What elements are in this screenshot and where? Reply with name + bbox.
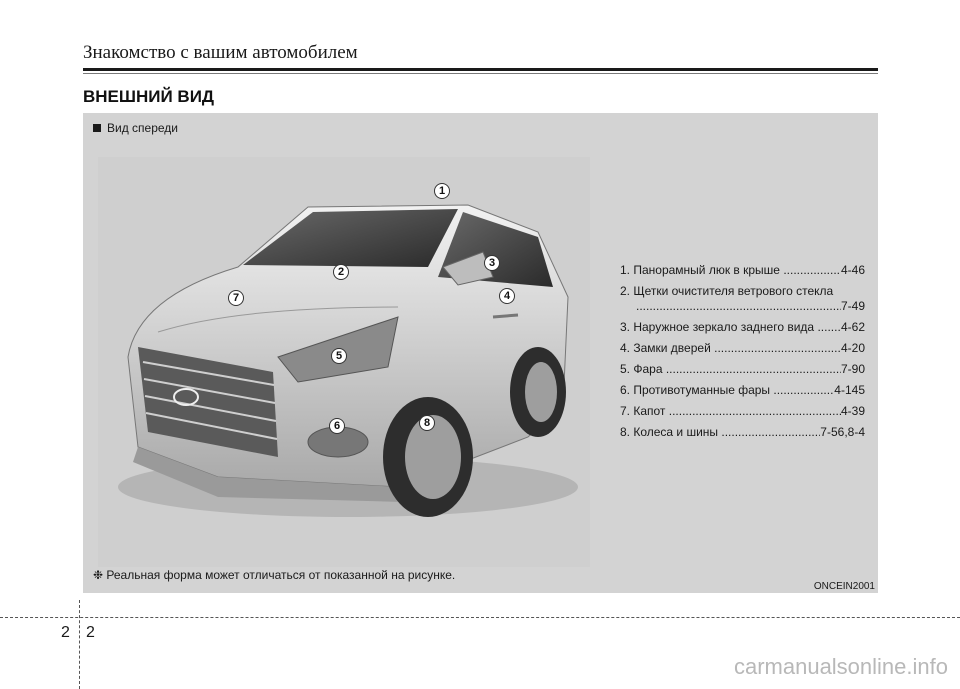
callout-2: 2 [333,264,349,280]
header-rule [83,68,878,71]
legend-item-label: 2. Щетки очистителя ветрового стекла [620,284,834,298]
legend-leader [773,383,834,398]
legend-item-label: 4. Замки дверей [620,341,715,355]
footer-dash-horizontal [0,617,960,618]
legend-item [620,320,865,335]
callout-8: 8 [419,415,435,431]
callout-6: 6 [329,418,345,434]
page-section-number: 2 [61,624,70,641]
legend-leader [783,263,841,278]
legend-item [620,362,865,377]
watermark: carmanualsonline.info [733,654,948,679]
legend-item-label: 3. Наружное зеркало заднего вида [620,320,818,334]
legend-item-page: 4-145 [834,383,865,397]
image-code: ONCEIN2001 [813,581,875,592]
legend-item-label: 6. Противотуманные фары [620,383,774,397]
legend-leader [636,299,841,314]
legend-list [620,263,865,446]
legend-item-label: 1. Панорамный люк в крыше [620,263,784,277]
figure-note: ❉ Реальная форма может отличаться от показанной на рисунке. [93,568,456,582]
figure-panel [83,113,878,593]
legend-leader [669,404,841,419]
header-title: Знакомство с вашим автомобилем [83,42,358,63]
view-label [93,121,178,135]
car-illustration [98,157,590,567]
section-title: ВНЕШНИЙ ВИД [83,87,215,106]
square-bullet-icon [93,124,101,132]
legend-item-page: 4-46 [840,263,865,277]
legend-item [620,284,865,314]
legend-item [620,404,865,419]
header-rule-thin [83,73,878,74]
callout-5: 5 [331,348,347,364]
legend-item [620,263,865,278]
legend-item [620,341,865,356]
legend-item-label: 7. Капот [620,404,669,418]
legend-item [620,383,865,398]
legend-item-page: 7-56,8-4 [820,425,865,439]
callout-7: 7 [228,290,244,306]
legend-item-page: 4-20 [840,341,865,355]
legend-item-page: 4-39 [840,404,865,418]
footer-dash-vertical [79,600,80,689]
legend-item-page: 7-49 [840,299,865,313]
legend-item [620,425,865,440]
legend-leader [714,341,841,356]
legend-item-page: 4-62 [840,320,865,334]
callout-3: 3 [484,255,500,271]
callout-4: 4 [499,288,515,304]
legend-item-page: 7-90 [840,362,865,376]
callout-1: 1 [434,183,450,199]
legend-item-label: 8. Колеса и шины [620,425,722,439]
legend-item-label: 5. Фара [620,362,666,376]
legend-leader [721,425,820,440]
view-label-text: Вид спереди [107,121,179,135]
legend-leader [817,320,841,335]
page-number: 2 [86,624,95,641]
legend-leader [666,362,841,377]
